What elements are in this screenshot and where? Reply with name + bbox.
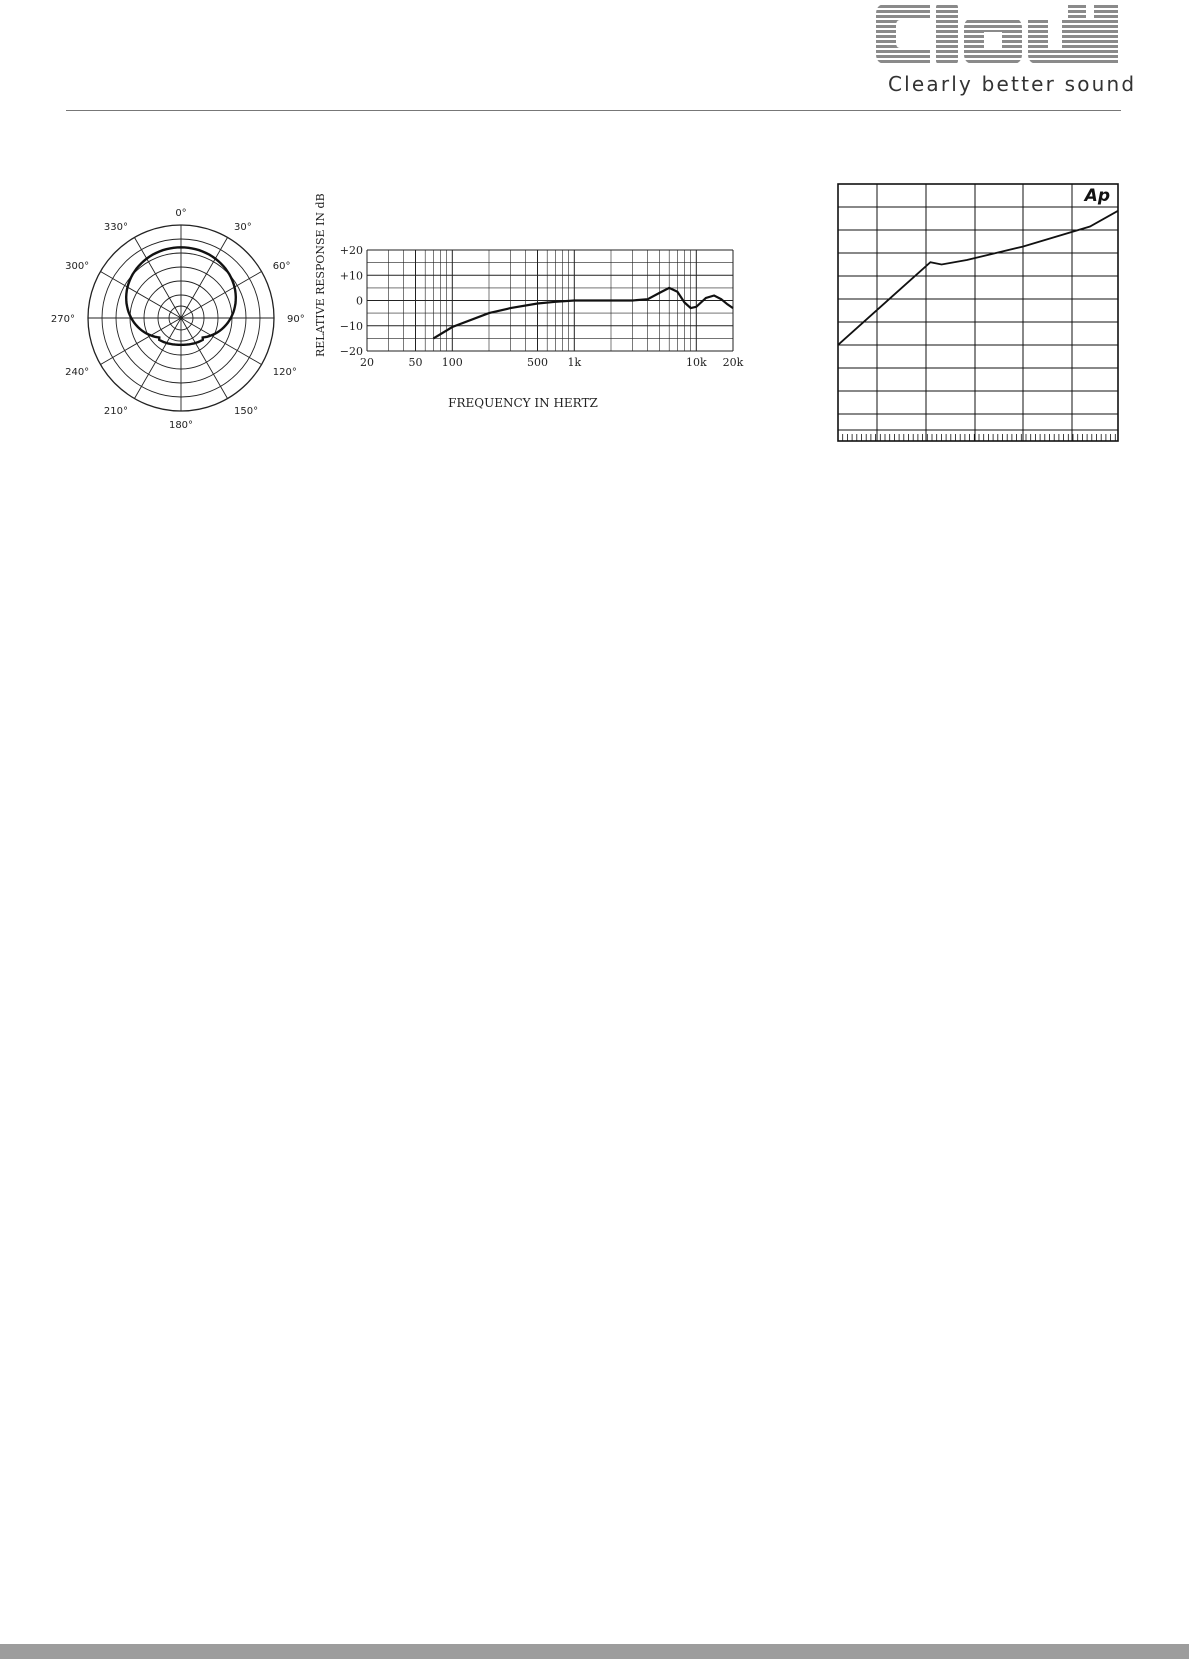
y-tick-label: 0 [356, 294, 363, 308]
x-tick-label: 10k [685, 356, 707, 369]
polar-angle-label: 270° [50, 314, 75, 325]
polar-angle-label: 180° [168, 420, 194, 431]
polar-angle-label: 150° [234, 405, 259, 417]
x-tick-label: 20 [360, 356, 374, 369]
ap-measurement-curve [838, 211, 1118, 345]
polar-grid-spoke [181, 272, 262, 319]
y-tick-label: +20 [339, 244, 363, 257]
polar-angle-label: 90° [287, 314, 305, 325]
brand-tagline: Clearly better sound [888, 72, 1137, 96]
polar-angle-label: 0° [175, 208, 187, 219]
polar-grid-spoke [101, 318, 182, 365]
footer-bar [0, 1644, 1189, 1659]
polar-grid-spoke [181, 318, 262, 365]
polar-pattern-chart [50, 205, 305, 435]
polar-angle-label: 120° [272, 367, 297, 378]
polar-angle-label: 240° [65, 367, 90, 378]
polar-angle-label: 210° [103, 405, 128, 417]
polar-angle-label: 30° [234, 222, 252, 234]
x-tick-label: 1k [567, 356, 582, 369]
polar-angle-label: 330° [103, 222, 128, 234]
x-axis-label: FREQUENCY IN HERTZ [448, 396, 598, 410]
polar-grid-spoke [135, 238, 182, 319]
x-tick-label: 50 [408, 356, 423, 369]
ap-measurement-chart [835, 180, 1125, 460]
polar-grid-spoke [101, 272, 182, 319]
y-tick-label: +10 [339, 269, 363, 283]
y-tick-label: −20 [339, 345, 363, 358]
ap-chart-frame [838, 184, 1118, 441]
x-tick-label: 20k [722, 356, 744, 369]
y-axis-label: RELATIVE RESPONSE IN dB [314, 193, 327, 357]
y-tick-label: −10 [339, 319, 363, 333]
ap-logo-mark: Ap [1084, 186, 1110, 206]
x-tick-label: 100 [441, 356, 463, 369]
polar-grid-spoke [181, 238, 228, 319]
frequency-response-chart [310, 193, 790, 415]
polar-angle-label: 300° [65, 261, 90, 272]
polar-angle-label: 60° [272, 261, 291, 272]
x-tick-label: 500 [527, 356, 548, 369]
header-divider [66, 110, 1121, 111]
